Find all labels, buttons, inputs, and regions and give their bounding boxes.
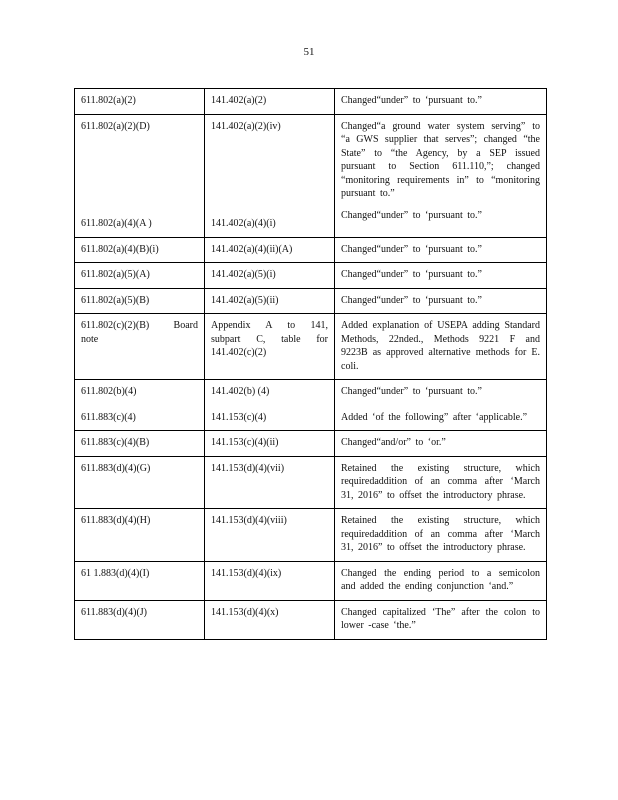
amendments-table [74, 88, 547, 640]
table-row [75, 114, 547, 237]
section-cell: 611.802(a)(5)(A) [75, 263, 205, 289]
section-cell: 611.883(d)(4)(G) [75, 456, 205, 509]
usepa-cell [205, 114, 335, 237]
section-cell: 611.802(a)(5)(B) [75, 288, 205, 314]
table-row [75, 89, 547, 115]
section-cell: 61 1.883(d)(4)(I) [75, 561, 205, 600]
usepa-cell: 141.402(a)(5)(ii) [205, 288, 335, 314]
section-cell: 611.883(d)(4)(J) [75, 600, 205, 639]
page-number: 51 [303, 46, 315, 58]
table-row [75, 600, 547, 639]
usepa-cell: 141.153(d)(4)(viii) [205, 509, 335, 562]
section-cell: 611.802(a)(2) [75, 89, 205, 115]
section-cell: 611.883(d)(4)(H) [75, 509, 205, 562]
section-cell [75, 114, 205, 237]
usepa-text: 141.402(a)(2)(iv) [211, 120, 281, 132]
section-text: 611.802(b)(4) [81, 386, 137, 397]
action-text: Changed“a ground water system serving” to “a GWS supplier that serves”; changed “the State” to “the Agency, by a SEP issued pursuant to Section 611.110,”; changed “monitoring requirements in” to “monitoring pursuant to.” [341, 120, 540, 199]
action-cell: Changed capitalized ‘The” after the colon to lower -case ‘the.” [335, 600, 547, 639]
usepa-cell [205, 380, 335, 431]
table-row [75, 431, 547, 457]
usepa-cell: 141.153(d)(4)(x) [205, 600, 335, 639]
action-text: Changed“under” to ‘pursuant to.” [341, 386, 482, 397]
table-row [75, 263, 547, 289]
action-cell: Added explanation of USEPA adding Standard Methods, 22nded., Methods 9221 F and 9223B as approved alternative methods for E. coli. [335, 314, 547, 380]
usepa-text: 141.402(b) (4) [211, 386, 270, 397]
usepa-cell: 141.153(d)(4)(vii) [205, 456, 335, 509]
table-row [75, 509, 547, 562]
action-cell: Changed“and/or” to ‘or.” [335, 431, 547, 457]
usepa-text-2: 141.153(c)(4) [211, 411, 267, 423]
section-text: 611.802(a)(2)(D) [81, 120, 150, 132]
section-text-2: 611.802(a)(4)(A ) [81, 218, 152, 229]
action-text-2: Changed“under” to ‘pursuant to.” [341, 209, 482, 221]
table-row [75, 237, 547, 263]
action-cell: Changed“under” to ‘pursuant to.” [335, 263, 547, 289]
section-text-2: 611.883(c)(4) [81, 411, 136, 423]
action-cell [335, 380, 547, 431]
usepa-cell: 141.153(c)(4)(ii) [205, 431, 335, 457]
usepa-cell: 141.153(d)(4)(ix) [205, 561, 335, 600]
section-cell: 611.883(c)(4)(B) [75, 431, 205, 457]
action-cell: Retained the existing structure, which requiredaddition of an comma after ‘March 31, 2016” to offset the introductory phrase. [335, 509, 547, 562]
action-cell: Changed“under” to ‘pursuant to.” [335, 89, 547, 115]
action-cell: Changed the ending period to a semicolon and added the ending conjunction ‘and.” [335, 561, 547, 600]
table-row [75, 314, 547, 380]
table-row [75, 380, 547, 431]
usepa-cell: 141.402(a)(5)(i) [205, 263, 335, 289]
action-cell: Changed“under” to ‘pursuant to.” [335, 288, 547, 314]
usepa-cell: 141.402(a)(2) [205, 89, 335, 115]
usepa-cell: 141.402(a)(4)(ii)(A) [205, 237, 335, 263]
table-row [75, 561, 547, 600]
section-cell [75, 380, 205, 431]
usepa-text-2: 141.402(a)(4)(i) [211, 218, 276, 229]
section-cell: 611.802(c)(2)(B) Board note [75, 314, 205, 380]
table-row [75, 456, 547, 509]
section-cell: 611.802(a)(4)(B)(i) [75, 237, 205, 263]
action-cell: Changed“under” to ‘pursuant to.” [335, 237, 547, 263]
table-row [75, 288, 547, 314]
action-cell: Retained the existing structure, which requiredaddition of an comma after ‘March 31, 2016” to offset the introductory phrase. [335, 456, 547, 509]
usepa-cell: Appendix A to 141, subpart C, table for 141.402(c)(2) [205, 314, 335, 380]
action-text-2: Added ‘of the following” after ‘applicable.” [341, 411, 528, 423]
action-cell [335, 114, 547, 237]
